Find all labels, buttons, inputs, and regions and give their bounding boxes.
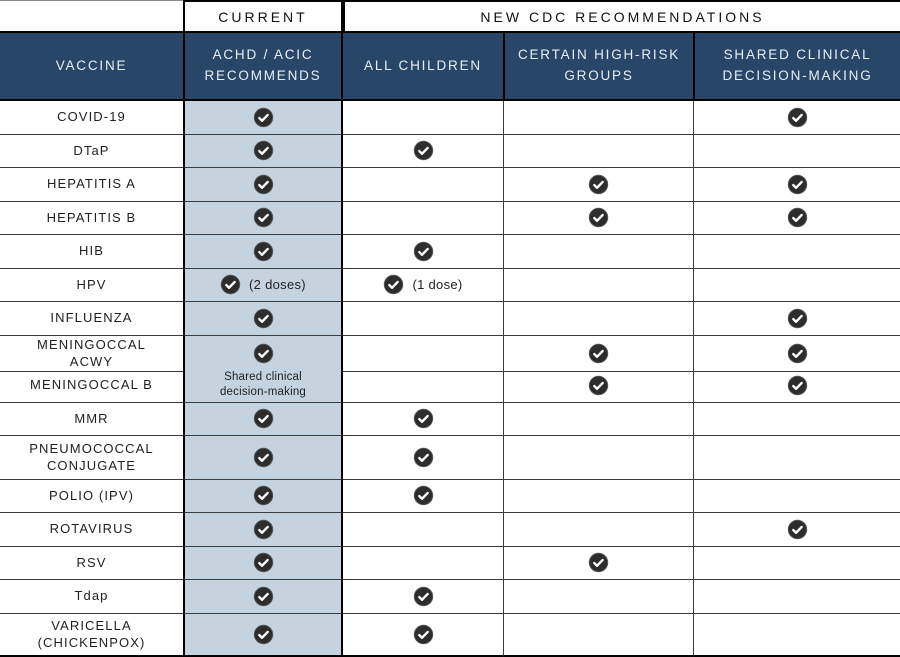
shared-cell bbox=[693, 369, 900, 403]
all-children-cell bbox=[343, 302, 503, 336]
table-row bbox=[0, 480, 900, 514]
achd-cell bbox=[183, 547, 343, 581]
check-circle-icon bbox=[413, 447, 434, 468]
vaccine-name: MMR bbox=[0, 403, 183, 437]
all-children-cell bbox=[343, 101, 503, 135]
all-children-cell bbox=[343, 369, 503, 403]
all-children-cell bbox=[343, 580, 503, 614]
shared-cell bbox=[693, 101, 900, 135]
achd-cell bbox=[183, 135, 343, 169]
dose-label: (1 dose) bbox=[412, 277, 463, 293]
check-circle-icon bbox=[253, 586, 274, 607]
check-circle-icon bbox=[787, 174, 808, 195]
column-header-row bbox=[0, 33, 900, 101]
column-header-certain-high-risk-groups: CERTAIN HIGH-RISK GROUPS bbox=[503, 33, 693, 101]
all-children-cell bbox=[343, 269, 503, 303]
shared-cell bbox=[693, 269, 900, 303]
shared-cell bbox=[693, 168, 900, 202]
check-circle-icon bbox=[413, 624, 434, 645]
achd-cell bbox=[183, 168, 343, 202]
shared-cell bbox=[693, 480, 900, 514]
shared-cell bbox=[693, 336, 900, 372]
check-circle-icon bbox=[253, 107, 274, 128]
table-row bbox=[0, 235, 900, 269]
vaccine-name: MENINGOCCAL ACWY bbox=[0, 336, 183, 372]
check-circle-icon bbox=[253, 447, 274, 468]
shared-cell bbox=[693, 614, 900, 657]
dose-label: (2 doses) bbox=[249, 277, 306, 293]
high-risk-cell bbox=[503, 202, 693, 236]
high-risk-cell bbox=[503, 580, 693, 614]
achd-cell bbox=[183, 614, 343, 657]
check-circle-icon bbox=[253, 207, 274, 228]
shared-cell bbox=[693, 235, 900, 269]
check-circle-icon bbox=[253, 241, 274, 262]
table-row bbox=[0, 580, 900, 614]
all-children-cell bbox=[343, 168, 503, 202]
table-row bbox=[0, 614, 900, 657]
achd-cell bbox=[183, 101, 343, 135]
shared-cell bbox=[693, 580, 900, 614]
vaccine-name: POLIO (IPV) bbox=[0, 480, 183, 514]
check-circle-icon bbox=[588, 375, 609, 396]
achd-cell bbox=[183, 436, 343, 480]
check-circle-icon bbox=[588, 552, 609, 573]
shared-cell bbox=[693, 135, 900, 169]
all-children-cell bbox=[343, 436, 503, 480]
check-circle-icon bbox=[588, 174, 609, 195]
all-children-cell bbox=[343, 202, 503, 236]
check-circle-icon bbox=[787, 519, 808, 540]
achd-cell bbox=[183, 235, 343, 269]
check-circle-icon bbox=[253, 140, 274, 161]
column-header-vaccine: VACCINE bbox=[0, 33, 183, 101]
all-children-cell bbox=[343, 135, 503, 169]
table-row bbox=[0, 202, 900, 236]
current-group-header: CURRENT bbox=[183, 0, 343, 33]
high-risk-cell bbox=[503, 480, 693, 514]
shared-cell bbox=[693, 513, 900, 547]
shared-decision-note: Shared clinical decision-making bbox=[219, 370, 307, 399]
all-children-cell bbox=[343, 547, 503, 581]
check-circle-icon bbox=[413, 485, 434, 506]
vaccine-name: Tdap bbox=[0, 580, 183, 614]
high-risk-cell bbox=[503, 336, 693, 372]
high-risk-cell bbox=[503, 547, 693, 581]
shared-cell bbox=[693, 202, 900, 236]
table-row bbox=[0, 101, 900, 135]
table-body bbox=[0, 101, 900, 657]
group-header-row bbox=[0, 0, 900, 33]
check-circle-icon bbox=[588, 207, 609, 228]
achd-cell bbox=[183, 513, 343, 547]
check-circle-icon bbox=[253, 485, 274, 506]
all-children-cell bbox=[343, 614, 503, 657]
shared-cell bbox=[693, 302, 900, 336]
check-circle-icon bbox=[413, 241, 434, 262]
check-circle-icon bbox=[787, 343, 808, 364]
column-header-shared-clinical-decision-making: SHARED CLINICAL DECISION-MAKING bbox=[693, 33, 900, 101]
table-row bbox=[0, 513, 900, 547]
check-circle-icon bbox=[253, 519, 274, 540]
column-header-all-children: ALL CHILDREN bbox=[343, 33, 503, 101]
high-risk-cell bbox=[503, 436, 693, 480]
table-row bbox=[0, 436, 900, 480]
table-row bbox=[0, 168, 900, 202]
achd-cell bbox=[183, 269, 343, 303]
check-circle-icon bbox=[383, 274, 404, 295]
vaccine-name: MENINGOCCAL B bbox=[0, 369, 183, 403]
high-risk-cell bbox=[503, 135, 693, 169]
achd-cell bbox=[183, 369, 343, 403]
check-circle-icon bbox=[787, 207, 808, 228]
table-row bbox=[0, 547, 900, 581]
check-circle-icon bbox=[220, 274, 241, 295]
vaccine-name: VARICELLA (CHICKENPOX) bbox=[0, 614, 183, 657]
high-risk-cell bbox=[503, 403, 693, 437]
high-risk-cell bbox=[503, 269, 693, 303]
check-circle-icon bbox=[787, 375, 808, 396]
check-circle-icon bbox=[787, 308, 808, 329]
check-circle-icon bbox=[413, 586, 434, 607]
table-row bbox=[0, 135, 900, 169]
achd-cell bbox=[183, 403, 343, 437]
table-row bbox=[0, 269, 900, 303]
new-cdc-group-header: NEW CDC RECOMMENDATIONS bbox=[343, 0, 900, 33]
high-risk-cell bbox=[503, 235, 693, 269]
achd-cell bbox=[183, 480, 343, 514]
blank-corner-cell bbox=[0, 0, 183, 33]
all-children-cell bbox=[343, 513, 503, 547]
high-risk-cell bbox=[503, 168, 693, 202]
table-row bbox=[0, 369, 900, 403]
table-row bbox=[0, 302, 900, 336]
high-risk-cell bbox=[503, 302, 693, 336]
check-circle-icon bbox=[253, 552, 274, 573]
vaccine-name: ROTAVIRUS bbox=[0, 513, 183, 547]
all-children-cell bbox=[343, 336, 503, 372]
check-circle-icon bbox=[253, 624, 274, 645]
vaccine-name: COVID-19 bbox=[0, 101, 183, 135]
all-children-cell bbox=[343, 235, 503, 269]
check-circle-icon bbox=[253, 343, 274, 364]
vaccine-name: HPV bbox=[0, 269, 183, 303]
vaccine-name: HEPATITIS B bbox=[0, 202, 183, 236]
all-children-cell bbox=[343, 403, 503, 437]
all-children-cell bbox=[343, 480, 503, 514]
achd-cell bbox=[183, 580, 343, 614]
shared-cell bbox=[693, 403, 900, 437]
shared-cell bbox=[693, 547, 900, 581]
high-risk-cell bbox=[503, 101, 693, 135]
check-circle-icon bbox=[253, 308, 274, 329]
high-risk-cell bbox=[503, 513, 693, 547]
achd-cell bbox=[183, 336, 343, 372]
vaccine-name: INFLUENZA bbox=[0, 302, 183, 336]
high-risk-cell bbox=[503, 369, 693, 403]
check-circle-icon bbox=[413, 140, 434, 161]
vaccine-name: HEPATITIS A bbox=[0, 168, 183, 202]
table-row bbox=[0, 336, 900, 370]
vaccine-name: DTaP bbox=[0, 135, 183, 169]
high-risk-cell bbox=[503, 614, 693, 657]
achd-cell bbox=[183, 202, 343, 236]
table-row bbox=[0, 403, 900, 437]
check-circle-icon bbox=[588, 343, 609, 364]
vaccine-name: PNEUMOCOCCAL CONJUGATE bbox=[0, 436, 183, 480]
shared-cell bbox=[693, 436, 900, 480]
check-circle-icon bbox=[787, 107, 808, 128]
check-circle-icon bbox=[253, 408, 274, 429]
check-circle-icon bbox=[253, 174, 274, 195]
vaccine-name: RSV bbox=[0, 547, 183, 581]
column-header-achd-acic-recommends: ACHD / ACIC RECOMMENDS bbox=[183, 33, 343, 101]
achd-cell bbox=[183, 302, 343, 336]
check-circle-icon bbox=[413, 408, 434, 429]
vaccine-name: HIB bbox=[0, 235, 183, 269]
